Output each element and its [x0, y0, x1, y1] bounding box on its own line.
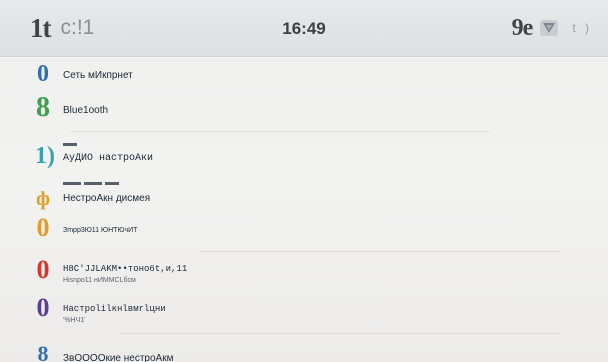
divider: [200, 251, 560, 252]
battery-indicator: 9e: [511, 14, 533, 41]
display-brightness-bar: [63, 182, 119, 185]
settings-item-label: H8C'JJLAKM••тоно6t,и,11: [63, 264, 188, 274]
settings-item-label: ЗвООООкие нестроАкм: [63, 353, 174, 362]
wifi-icon: 0: [37, 61, 49, 87]
clock: 16:49: [282, 19, 326, 38]
settings-item-storage[interactable]: [0, 213, 608, 245]
date-icon: 0: [36, 255, 50, 284]
settings-item-date[interactable]: [0, 255, 608, 289]
settings-item-bluetooth[interactable]: [0, 92, 608, 124]
display-icon: ф: [36, 188, 50, 210]
settings-item-label: Сеть мИкпрнет: [63, 70, 133, 81]
volume-icon: t ): [572, 21, 592, 35]
audio-level-bar: [63, 143, 77, 146]
settings-item-label: Blue1ooth: [63, 105, 109, 116]
settings-item-about[interactable]: [0, 341, 608, 362]
divider: [120, 333, 560, 334]
settings-item-subtitle: Нisnpo11 нИММСLбсм: [63, 277, 136, 284]
settings-item-label: Настpolilкнlвмrlцни: [63, 304, 166, 314]
bluetooth-icon: 8: [36, 92, 50, 123]
wifi-status-icon: [540, 20, 558, 36]
settings-item-label: АуДИО настроАки: [63, 153, 154, 164]
about-icon: 8: [37, 341, 49, 362]
settings-item-network[interactable]: [0, 60, 608, 90]
settings-item-label: НестроАкн дисмея: [63, 193, 151, 204]
status-right: [512, 13, 592, 43]
settings-item-display[interactable]: [0, 181, 608, 211]
signal-indicator: c:!1: [60, 16, 95, 39]
settings-list: [0, 57, 608, 362]
sound-icon: 1): [35, 143, 55, 169]
brand-logo: 1t: [30, 12, 51, 43]
apps-icon: 0: [36, 293, 50, 322]
settings-item-apps[interactable]: [0, 293, 608, 327]
divider: [70, 131, 490, 132]
settings-item-audio[interactable]: [0, 139, 608, 175]
storage-icon: 0: [36, 213, 50, 242]
status-bar: [0, 0, 608, 57]
settings-item-subtitle: '%НЧ1': [63, 317, 86, 324]
settings-item-label: Зmpp3Ю11 ЮНТЮчИТ: [63, 227, 138, 234]
